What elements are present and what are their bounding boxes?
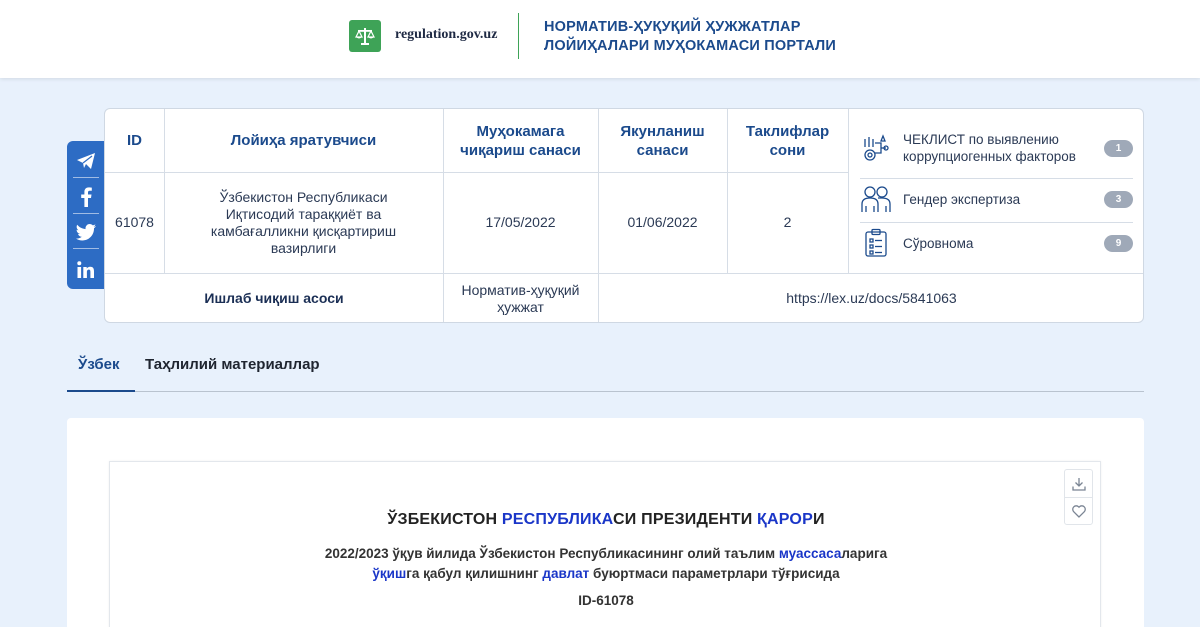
document-subtitle (110, 544, 1102, 584)
site-header (0, 0, 1200, 78)
heading-part: СИ ПРЕЗИДЕНТИ (613, 511, 758, 528)
cell-id: 61078 (115, 214, 154, 230)
basis-link[interactable]: https://lex.uz/docs/5841063 (786, 290, 957, 306)
subtitle-highlight[interactable]: муассаса (778, 546, 842, 561)
subtitle-line1 (110, 544, 1102, 564)
side-item-label: Сўровнома (903, 235, 974, 251)
heading-highlight[interactable]: ҚАРОР (757, 511, 813, 528)
tabs-baseline (67, 391, 1144, 392)
twitter-icon (76, 224, 96, 241)
facebook-icon (80, 187, 92, 207)
document-paper (109, 461, 1101, 627)
col-header-publish-date: Муҳокамага чиқариш санаси (460, 122, 581, 159)
side-item-gender[interactable] (860, 181, 1133, 217)
count-badge: 1 (1104, 140, 1133, 157)
telegram-share-button[interactable] (73, 146, 99, 178)
survey-icon (860, 227, 892, 259)
header-divider (518, 13, 519, 59)
cell-end-date: 01/06/2022 (627, 214, 698, 230)
subtitle-part: буюртмаси параметрлари тўғрисида (589, 566, 840, 581)
side-item-label: Гендер экспертиза (903, 191, 1021, 207)
document-container (67, 418, 1144, 627)
portal-title-line2: ЛОЙИҲАЛАРИ МУҲОКАМАСИ ПОРТАЛИ (544, 38, 837, 54)
document-heading (110, 511, 1102, 529)
active-tab-indicator (67, 390, 135, 392)
side-divider (860, 178, 1133, 179)
linkedin-icon (77, 261, 94, 278)
heading-highlight[interactable]: РЕСПУБЛИКА (501, 511, 614, 528)
scales-logo-icon[interactable] (349, 20, 381, 52)
subtitle-part: га қабул қилишнинг (406, 566, 543, 581)
portal-title (544, 18, 836, 56)
col-header-end-date: Якунланиш санаси (620, 122, 705, 159)
cell-publish-date: 17/05/2022 (485, 214, 556, 230)
subtitle-highlight[interactable]: давлат (542, 566, 590, 581)
subtitle-part: ларига (841, 546, 888, 561)
subtitle-part: 2022/2023 ўқув йилида Ўзбекистон Республикасининг олий таълим (324, 546, 779, 561)
side-item-survey[interactable] (860, 225, 1133, 261)
document-id: ID-61078 (578, 593, 634, 608)
facebook-share-button[interactable] (73, 182, 99, 214)
col-header-creator: Лойиҳа яратувчиси (230, 132, 377, 149)
cell-creator: Ўзбекистон Республикаси Иқтисодий тараққиёт ва камбағалликни қисқартириш вазирлиги (210, 188, 397, 256)
cell-proposals: 2 (783, 214, 792, 230)
subtitle-highlight[interactable]: ўқиш (372, 566, 407, 581)
table-divider (848, 109, 849, 273)
download-button[interactable] (1065, 470, 1092, 497)
subtitle-line2 (110, 564, 1102, 584)
download-icon (1072, 477, 1086, 491)
heading-part: ЎЗБЕКИСТОН (387, 511, 502, 528)
language-tabs (67, 350, 1144, 392)
portal-title-line1: НОРМАТИВ-ҲУҚУҚИЙ ҲУЖЖАТЛАР (544, 19, 801, 35)
project-info-table (104, 108, 1144, 323)
col-header-proposals: Таклифлар сони (745, 122, 830, 159)
tab-analytical-materials[interactable]: Таҳлилий материаллар (145, 356, 320, 373)
logo-text[interactable]: regulation.gov.uz (395, 27, 498, 42)
count-badge: 9 (1104, 235, 1133, 252)
col-header-id: ID (127, 132, 142, 149)
twitter-share-button[interactable] (73, 218, 99, 250)
linkedin-share-button[interactable] (73, 253, 99, 285)
count-badge: 3 (1104, 191, 1133, 208)
tab-uzbek[interactable]: Ўзбек (78, 356, 120, 373)
side-item-label: ЧЕКЛИСТ по выявлению коррупциогенных факторов (903, 132, 1076, 164)
telegram-icon (76, 152, 96, 170)
social-share-bar (67, 141, 104, 289)
checklist-icon (860, 132, 892, 164)
side-item-checklist[interactable] (860, 123, 1133, 173)
basis-type: Норматив-ҳуқуқий ҳужжат (461, 281, 580, 315)
gender-icon (860, 183, 892, 215)
basis-label: Ишлаб чиқиш асоси (204, 290, 344, 306)
side-divider (860, 222, 1133, 223)
heading-part: И (812, 511, 825, 528)
